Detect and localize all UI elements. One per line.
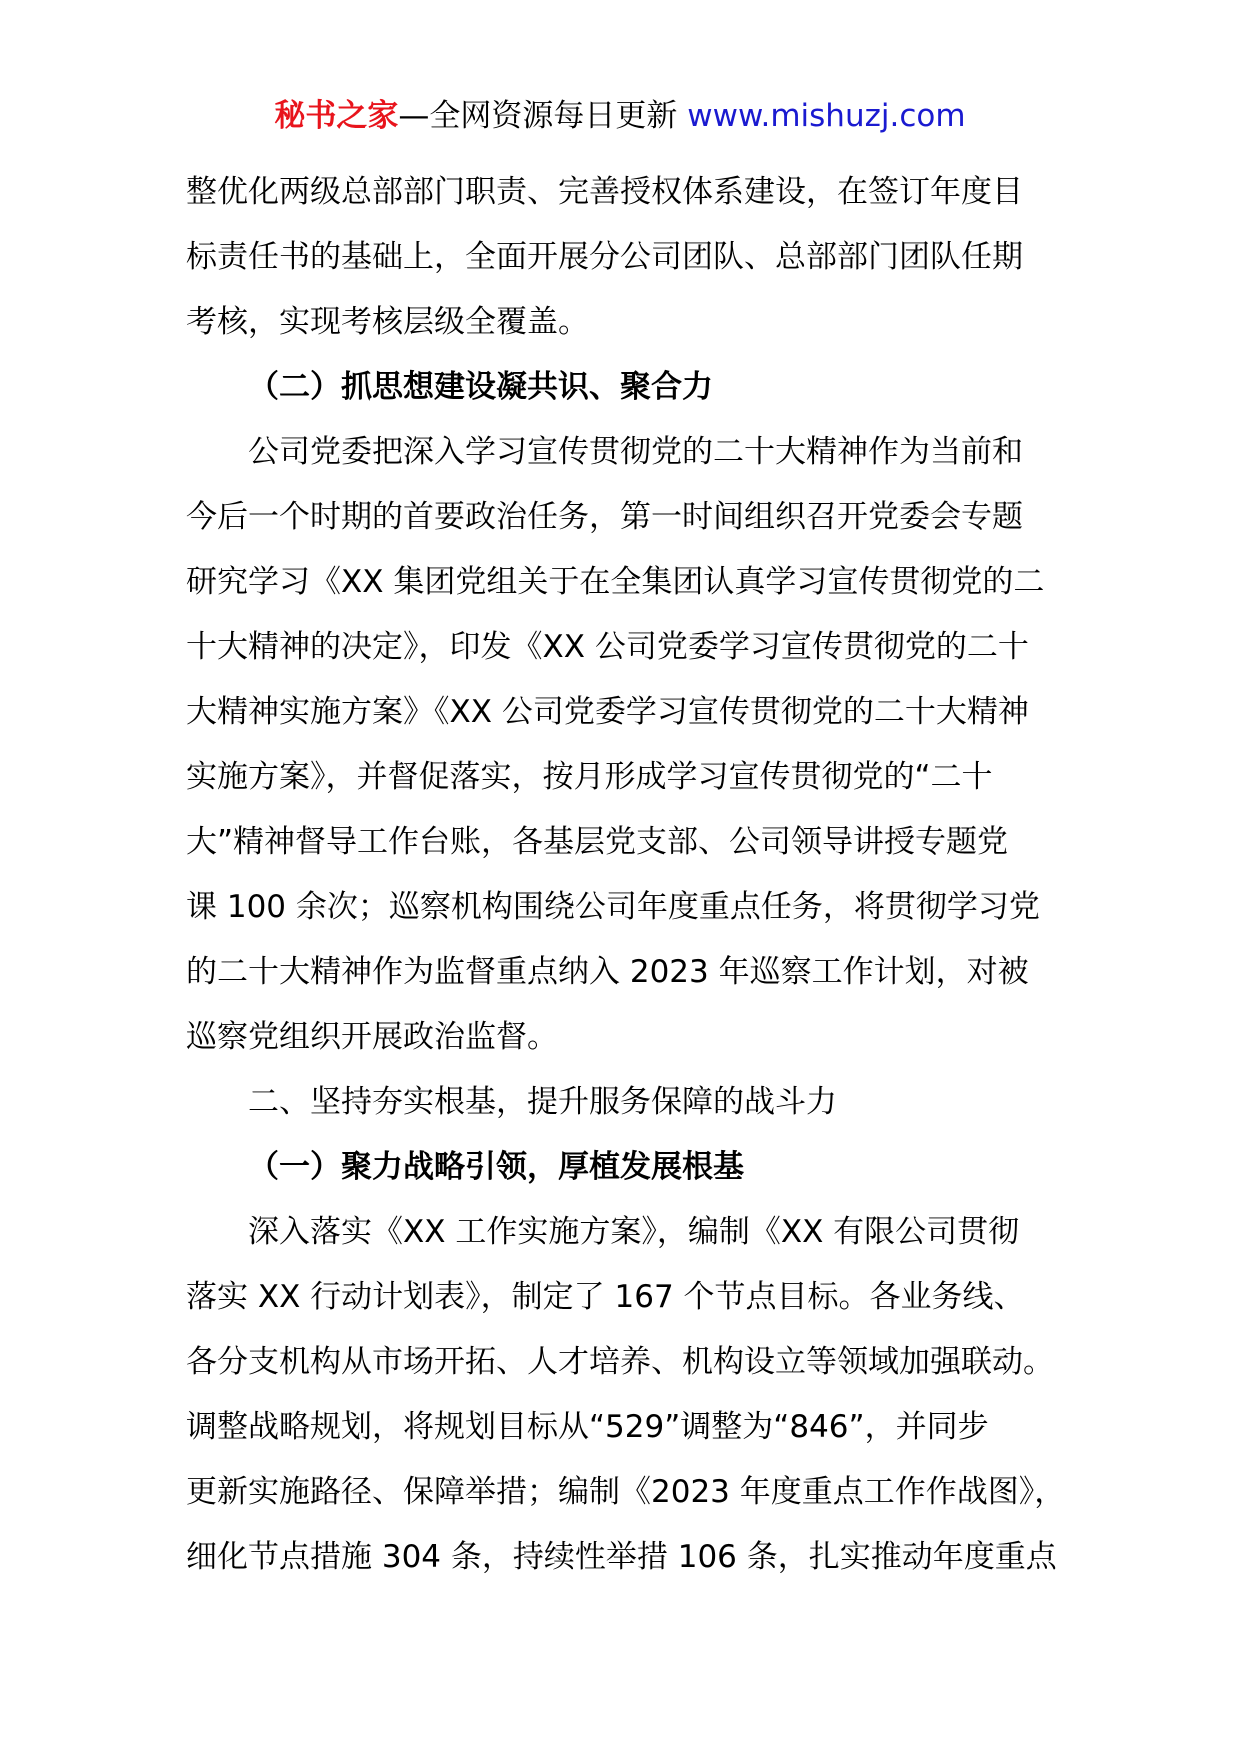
chapter-heading: 二、坚持夯实根基，提升服务保障的战斗力 [248, 1084, 837, 1120]
body-line: 标责任书的基础上，全面开展分公司团队、总部部门团队任期 [186, 239, 1023, 275]
section-heading: （一）聚力战略引领，厚植发展根基 [248, 1149, 744, 1185]
site-url: www.mishuzj.com [677, 98, 966, 134]
body-line: 调整战略规划，将规划目标从“529”调整为“846”，并同步 [186, 1409, 989, 1445]
body-line: 更新实施路径、保障举措；编制《2023 年度重点工作作战图》， [186, 1474, 1066, 1510]
body-line: 大”精神督导工作台账，各基层党支部、公司领导讲授专题党 [186, 824, 1009, 860]
site-watermark-header [0, 96, 1240, 136]
site-tagline: —全网资源每日更新 [398, 98, 678, 134]
body-line: 整优化两级总部部门职责、完善授权体系建设，在签订年度目 [186, 174, 1023, 210]
paragraph-first-line: 公司党委把深入学习宣传贯彻党的二十大精神作为当前和 [248, 434, 1023, 470]
document-body [186, 160, 1066, 1590]
body-line: 研究学习《XX 集团党组关于在全集团认真学习宣传贯彻党的二 [186, 564, 1045, 600]
body-line: 的二十大精神作为监督重点纳入 2023 年巡察工作计划，对被 [186, 954, 1029, 990]
body-line: 实施方案》，并督促落实，按月形成学习宣传贯彻党的“二十 [186, 759, 993, 795]
body-line: 细化节点措施 304 条，持续性举措 106 条，扎实推动年度重点 [186, 1539, 1057, 1575]
paragraph-first-line: 深入落实《XX 工作实施方案》，编制《XX 有限公司贯彻 [248, 1214, 1020, 1250]
body-line: 巡察党组织开展政治监督。 [186, 1019, 558, 1055]
site-brand-name: 秘书之家 [274, 98, 399, 134]
body-line: 各分支机构从市场开拓、人才培养、机构设立等领域加强联动。 [186, 1344, 1054, 1380]
body-line: 考核，实现考核层级全覆盖。 [186, 304, 589, 340]
section-heading: （二）抓思想建设凝共识、聚合力 [248, 369, 713, 405]
body-line: 落实 XX 行动计划表》，制定了 167 个节点目标。各业务线、 [186, 1279, 1025, 1315]
body-line: 今后一个时期的首要政治任务，第一时间组织召开党委会专题 [186, 499, 1023, 535]
body-line: 课 100 余次；巡察机构围绕公司年度重点任务，将贯彻学习党 [186, 889, 1040, 925]
body-line: 十大精神的决定》，印发《XX 公司党委学习宣传贯彻党的二十 [186, 629, 1029, 665]
body-line: 大精神实施方案》《XX 公司党委学习宣传贯彻党的二十大精神 [186, 694, 1029, 730]
